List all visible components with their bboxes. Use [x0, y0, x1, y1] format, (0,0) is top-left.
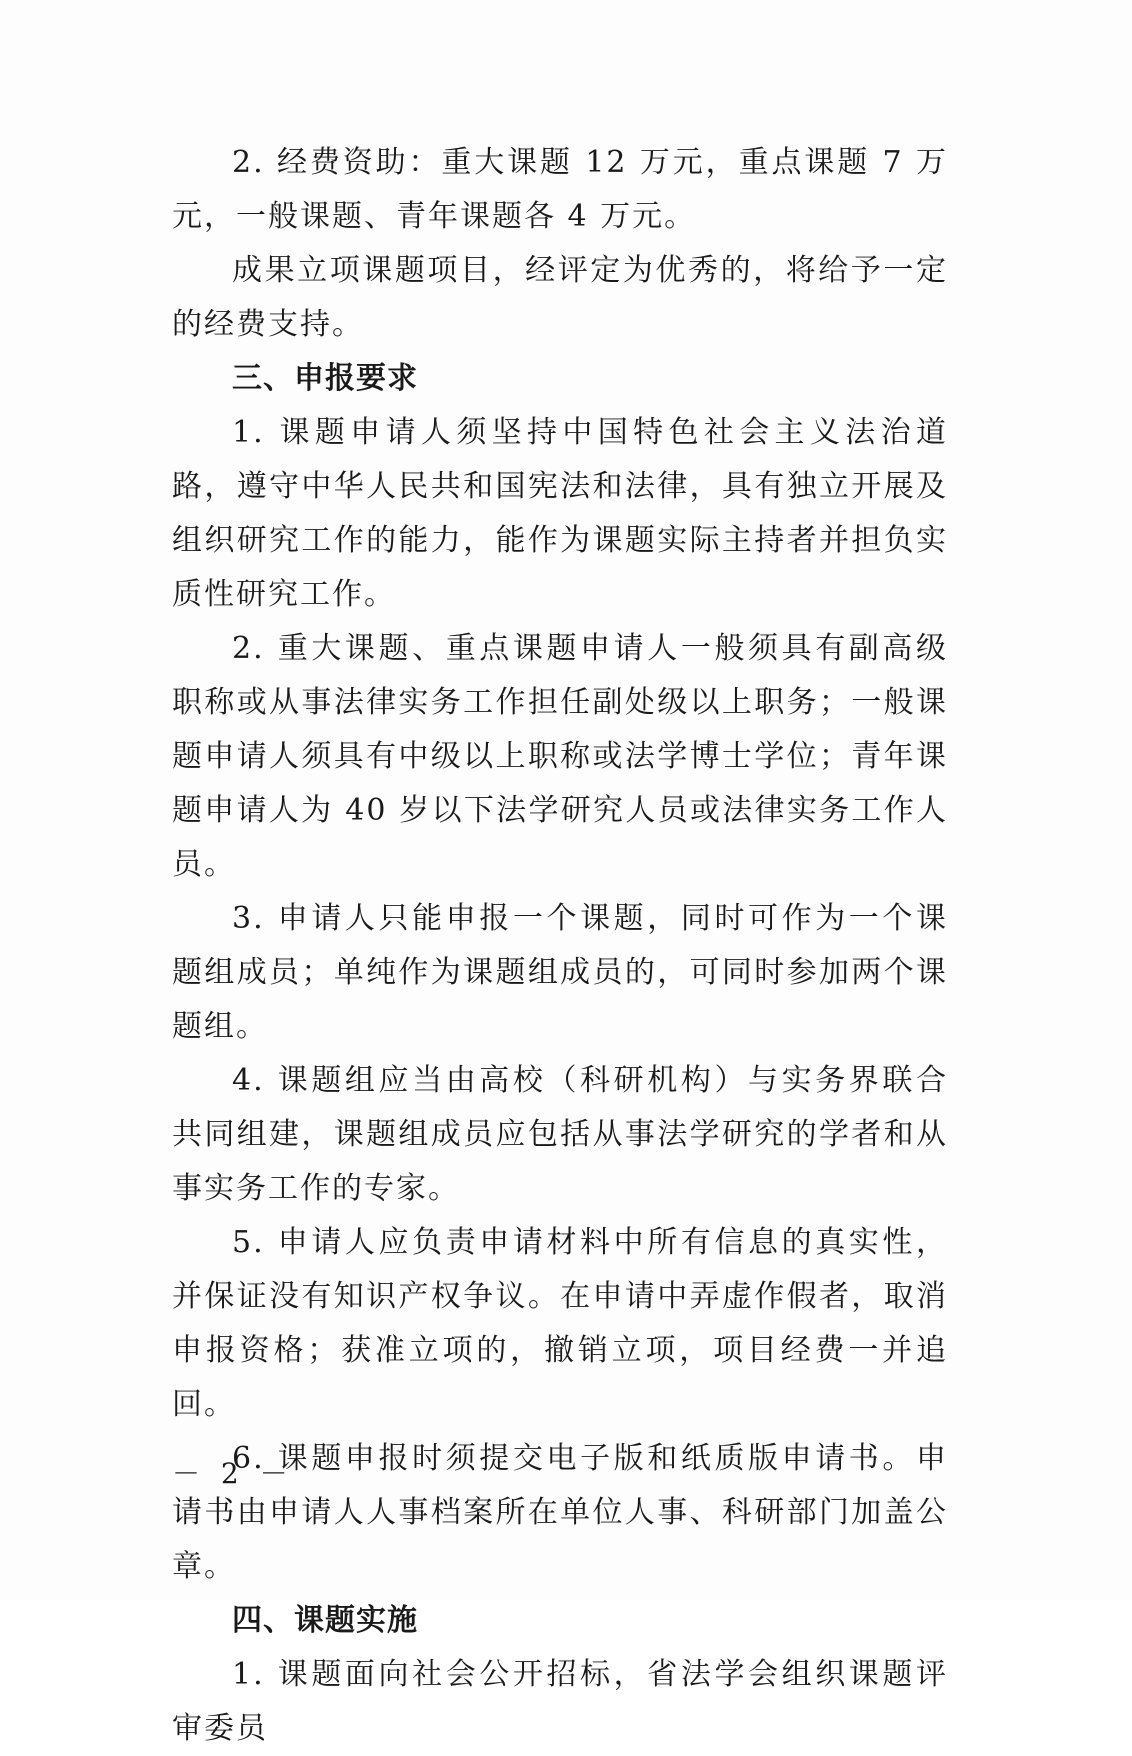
paragraph-funding: 2. 经费资助：重大课题 12 万元，重点课题 7 万元，一般课题、青年课题各 4 万元。 — [172, 145, 948, 234]
paragraph-requirement-4: 4. 课题组应当由高校（科研机构）与实务界联合共同组建，课题组成员应包括从事法学研究的学者和从事实务工作的专家。 — [172, 1063, 948, 1206]
paragraph-requirement-5: 5. 申请人应负责申请材料中所有信息的真实性，并保证没有知识产权争议。在申请中弄虚作假者，取消申报资格；获准立项的，撤销立项，项目经费一并追回。 — [172, 1225, 948, 1422]
page-number: － 2 － — [172, 1457, 294, 1490]
paragraph-implementation-1: 1. 课题面向社会公开招标，省法学会组织课题评审委员 — [172, 1657, 948, 1746]
document-body — [172, 136, 948, 1756]
paragraph-requirement-3: 3. 申请人只能申报一个课题，同时可作为一个课题组成员；单纯作为课题组成员的，可同时参加两个课题组。 — [172, 901, 948, 1044]
paragraph-requirement-2: 2. 重大课题、重点课题申请人一般须具有副高级职称或从事法律实务工作担任副处级以上职务；一般课题申请人须具有中级以上职称或法学博士学位；青年课题申请人为 40 岁以下法学研究人员或法律实务工作人员。 — [172, 631, 948, 882]
section-heading-implementation: 四、课题实施 — [232, 1603, 418, 1638]
paragraph-requirement-6: 6. 课题申报时须提交电子版和纸质版申请书。申请书由申请人人事档案所在单位人事、科研部门加盖公章。 — [172, 1441, 948, 1584]
paragraph-results-support: 成果立项课题项目，经评定为优秀的，将给予一定的经费支持。 — [172, 253, 948, 342]
section-heading-requirements: 三、申报要求 — [232, 361, 418, 396]
paragraph-requirement-1: 1. 课题申请人须坚持中国特色社会主义法治道路，遵守中华人民共和国宪法和法律，具有独立开展及组织研究工作的能力，能作为课题实际主持者并担负实质性研究工作。 — [172, 415, 948, 612]
